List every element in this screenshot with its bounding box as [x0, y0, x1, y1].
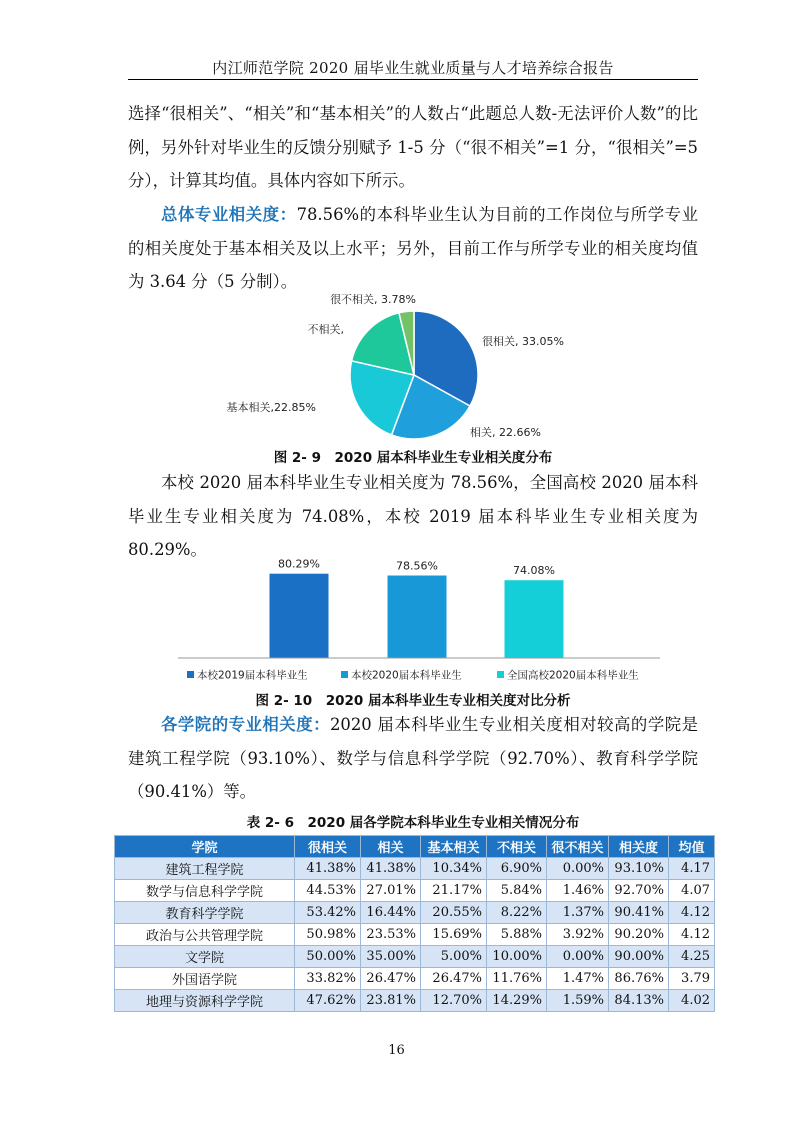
table-cell: 5.88% [487, 924, 547, 946]
table-row [115, 880, 715, 902]
pie-data-label-2: 相关, 22.66% [470, 426, 541, 439]
table-cell: 6.90% [487, 858, 547, 880]
table-cell: 23.53% [361, 924, 421, 946]
table-cell: 21.17% [421, 880, 487, 902]
table-cell: 44.53% [295, 880, 361, 902]
table-row [115, 858, 715, 880]
legend-swatch-1 [187, 671, 194, 678]
college-name-cell: 地理与资源科学学院 [115, 990, 295, 1012]
pie-chart-caption: 图 2- 9 2020 届本科毕业生专业相关度分布 [273, 450, 553, 466]
legend-swatch-2 [341, 671, 348, 678]
bar-2 [388, 576, 447, 658]
table-cell: 47.62% [295, 990, 361, 1012]
table-cell: 92.70% [609, 880, 669, 902]
pie-data-label-3: 基本相关,22.85% [226, 401, 316, 414]
table-header-row [115, 836, 715, 858]
table-cell: 4.02 [669, 990, 715, 1012]
college-name-cell: 外国语学院 [115, 968, 295, 990]
college-name-cell: 建筑工程学院 [115, 858, 295, 880]
table-cell: 1.59% [547, 990, 609, 1012]
pie-data-label-4: 不相关, [307, 323, 344, 336]
table-cell: 10.34% [421, 858, 487, 880]
table-cell: 50.00% [295, 946, 361, 968]
table-header-cell: 基本相关 [421, 836, 487, 858]
table-row [115, 946, 715, 968]
table-cell: 90.41% [609, 902, 669, 924]
intro-paragraph: 选择“很相关”、“相关”和“基本相关”的人数占“此题总人数-无法评价人数”的比例，另外针对毕业生的反馈分别赋予 1-5 分（“很不相关”=1 分，“很相关”=5 分），计算其均值。具体内容如下所示。 [128, 104, 698, 190]
relevance-bar-chart [178, 540, 660, 686]
legend-label-2: 本校2020届本科毕业生 [351, 669, 462, 682]
table-cell: 41.38% [361, 858, 421, 880]
table-header-cell: 不相关 [487, 836, 547, 858]
header-rule [128, 79, 698, 80]
table-cell: 33.82% [295, 968, 361, 990]
table-cell: 41.38% [295, 858, 361, 880]
table-cell: 23.81% [361, 990, 421, 1012]
college-relevance-paragraph [128, 708, 698, 809]
table-cell: 27.01% [361, 880, 421, 902]
relevance-pie-chart [220, 282, 620, 442]
table-body [115, 858, 715, 1012]
college-name-cell: 文学院 [115, 946, 295, 968]
table-cell: 20.55% [421, 902, 487, 924]
table-cell: 3.92% [547, 924, 609, 946]
table-header-cell: 相关 [361, 836, 421, 858]
table-cell: 12.70% [421, 990, 487, 1012]
table-caption: 表 2- 6 2020 届各学院本科毕业生专业相关情况分布 [246, 815, 580, 831]
table-cell: 26.47% [361, 968, 421, 990]
table-cell: 3.79 [669, 968, 715, 990]
table-row [115, 968, 715, 990]
table-cell: 84.13% [609, 990, 669, 1012]
table-row [115, 990, 715, 1012]
bar-1 [270, 574, 329, 658]
table-cell: 93.10% [609, 858, 669, 880]
college-relevance-table [114, 835, 715, 1012]
table-cell: 0.00% [547, 946, 609, 968]
table-cell: 4.07 [669, 880, 715, 902]
table-header-cell: 很相关 [295, 836, 361, 858]
bar-data-label-3: 74.08% [513, 564, 555, 578]
legend-label-3: 全国高校2020届本科毕业生 [507, 669, 639, 682]
table-header-cell: 很不相关 [547, 836, 609, 858]
pie-data-label-5: 很不相关, 3.78% [330, 293, 416, 306]
table-cell: 5.00% [421, 946, 487, 968]
overall-relevance-text: 78.56%的本科毕业生认为目前的工作岗位与所学专业的相关度处于基本相关及以上水平；另外，目前工作与所学专业的相关度均值为 3.64 分（5 分制）。 [128, 205, 699, 291]
table-cell: 1.47% [547, 968, 609, 990]
table-cell: 90.20% [609, 924, 669, 946]
comparison-paragraph: 本校 2020 届本科毕业生专业相关度为 78.56%，全国高校 2020 届本科毕业生专业相关度为 74.08%，本校 2019 届本科毕业生专业相关度为 80.29%。 [128, 473, 698, 559]
overall-relevance-lead: 总体专业相关度： [161, 205, 297, 224]
page-header-title: 内江师范学院 2020 届毕业生就业质量与人才培养综合报告 [212, 59, 614, 77]
table-row [115, 924, 715, 946]
page-number: 16 [388, 1043, 405, 1058]
table-header-cell: 均值 [669, 836, 715, 858]
bar-data-label-1: 80.29% [278, 557, 320, 571]
table-cell: 26.47% [421, 968, 487, 990]
table-cell: 4.25 [669, 946, 715, 968]
college-name-cell: 教育科学学院 [115, 902, 295, 924]
table-cell: 4.17 [669, 858, 715, 880]
table-cell: 1.37% [547, 902, 609, 924]
college-name-cell: 政治与公共管理学院 [115, 924, 295, 946]
table-header-cell: 相关度 [609, 836, 669, 858]
table-cell: 10.00% [487, 946, 547, 968]
table-cell: 50.98% [295, 924, 361, 946]
table-cell: 53.42% [295, 902, 361, 924]
table-cell: 90.00% [609, 946, 669, 968]
table-row [115, 902, 715, 924]
table-cell: 14.29% [487, 990, 547, 1012]
bar-data-label-2: 78.56% [396, 559, 438, 573]
table-cell: 86.76% [609, 968, 669, 990]
table-cell: 8.22% [487, 902, 547, 924]
bar-chart-caption: 图 2- 10 2020 届本科毕业生专业相关度对比分析 [255, 693, 571, 709]
table-cell: 15.69% [421, 924, 487, 946]
table-cell: 0.00% [547, 858, 609, 880]
college-relevance-text: 2020 届本科毕业生专业相关度相对较高的学院是建筑工程学院（93.10%）、数学与信息科学学院（92.70%）、教育科学学院（90.41%）等。 [128, 715, 699, 801]
table-cell: 5.84% [487, 880, 547, 902]
table-cell: 1.46% [547, 880, 609, 902]
table-cell: 35.00% [361, 946, 421, 968]
pie-data-label-1: 很相关, 33.05% [482, 335, 564, 348]
bar-3 [505, 580, 564, 658]
table-cell: 4.12 [669, 924, 715, 946]
legend-label-1: 本校2019届本科毕业生 [197, 669, 308, 682]
table-cell: 4.12 [669, 902, 715, 924]
table-header-cell: 学院 [115, 836, 295, 858]
college-name-cell: 数学与信息科学学院 [115, 880, 295, 902]
college-relevance-lead: 各学院的专业相关度： [161, 715, 330, 734]
table-cell: 11.76% [487, 968, 547, 990]
legend-swatch-3 [497, 671, 504, 678]
table-cell: 16.44% [361, 902, 421, 924]
